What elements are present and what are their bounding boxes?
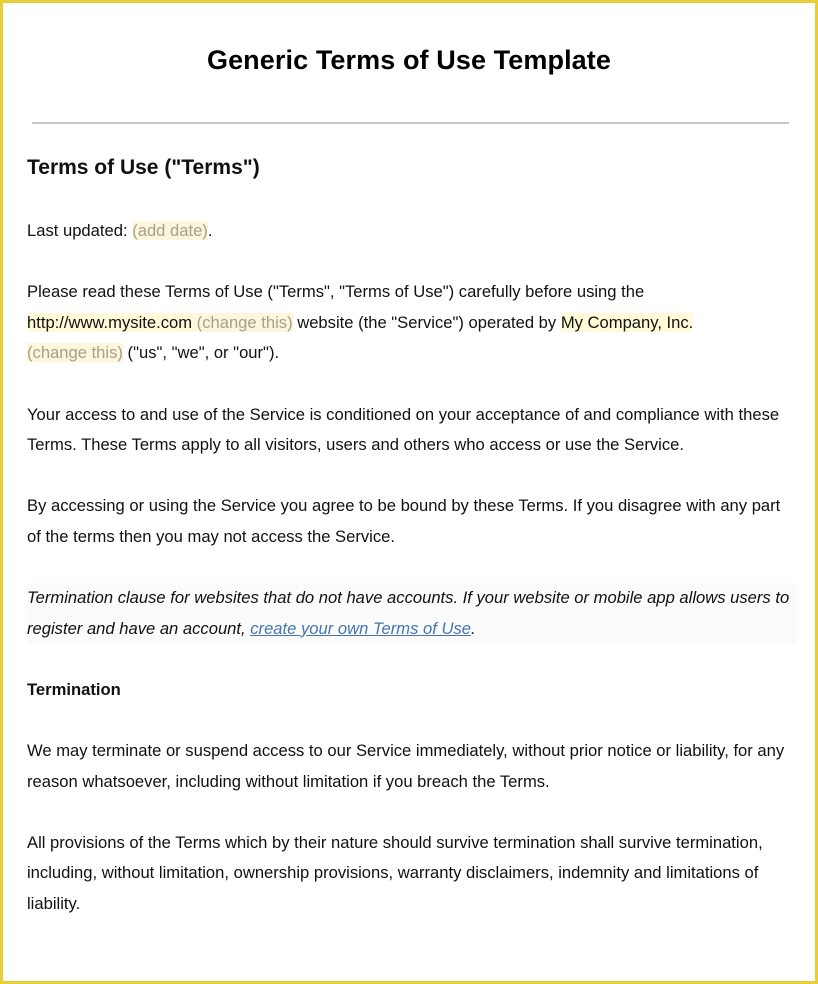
- company-name[interactable]: My Company, Inc.: [560, 312, 694, 332]
- change-company-placeholder[interactable]: (change this): [27, 343, 123, 363]
- site-url[interactable]: http://www.mysite.com: [27, 312, 193, 332]
- last-updated-label: Last updated:: [27, 221, 133, 240]
- document-title: Generic Terms of Use Template: [206, 45, 612, 75]
- intro-text-1: Please read these Terms of Use ("Terms", "Terms of Use") carefully before using the: [27, 282, 645, 302]
- agreement-paragraph: By accessing or using the Service you agree to be bound by these Terms. If you disagree with any part of the terms then you may not access the Service.: [27, 496, 781, 546]
- change-url-placeholder[interactable]: (change this): [192, 312, 293, 332]
- termination-note-end: .: [470, 618, 476, 638]
- create-terms-link[interactable]: create your own Terms of Use: [250, 618, 471, 638]
- intro-text-3: ("us", "we", or "our").: [122, 343, 280, 363]
- document-body: [27, 151, 797, 920]
- date-placeholder[interactable]: (add date): [132, 221, 208, 240]
- terms-heading: Terms of Use ("Terms"): [27, 156, 260, 179]
- intro-text-2: website (the "Service") operated by: [292, 312, 561, 332]
- termination-note-text: Termination clause for websites that do not have accounts. If your website or mobile app allows users to register and have an account,: [27, 588, 790, 638]
- termination-heading: Termination: [27, 679, 121, 699]
- title-divider: [32, 122, 789, 124]
- intro-paragraph: [27, 277, 797, 369]
- termination-note: [27, 583, 797, 644]
- termination-paragraph-1: We may terminate or suspend access to our Service immediately, without prior notice or liability, for any reason whatsoever, including without limitation if you breach the Terms.: [27, 741, 785, 791]
- last-updated-line: [27, 216, 797, 247]
- termination-paragraph-2: All provisions of the Terms which by their nature should survive termination shall survive termination, including, without limitation, ownership provisions, warranty disclaimers, indemnity and limitations of liability.: [27, 832, 763, 914]
- last-updated-end: .: [207, 221, 213, 240]
- access-paragraph: Your access to and use of the Service is conditioned on your acceptance of and compliance with these Terms. These Terms apply to all visitors, users and others who access or use the Service.: [27, 404, 780, 455]
